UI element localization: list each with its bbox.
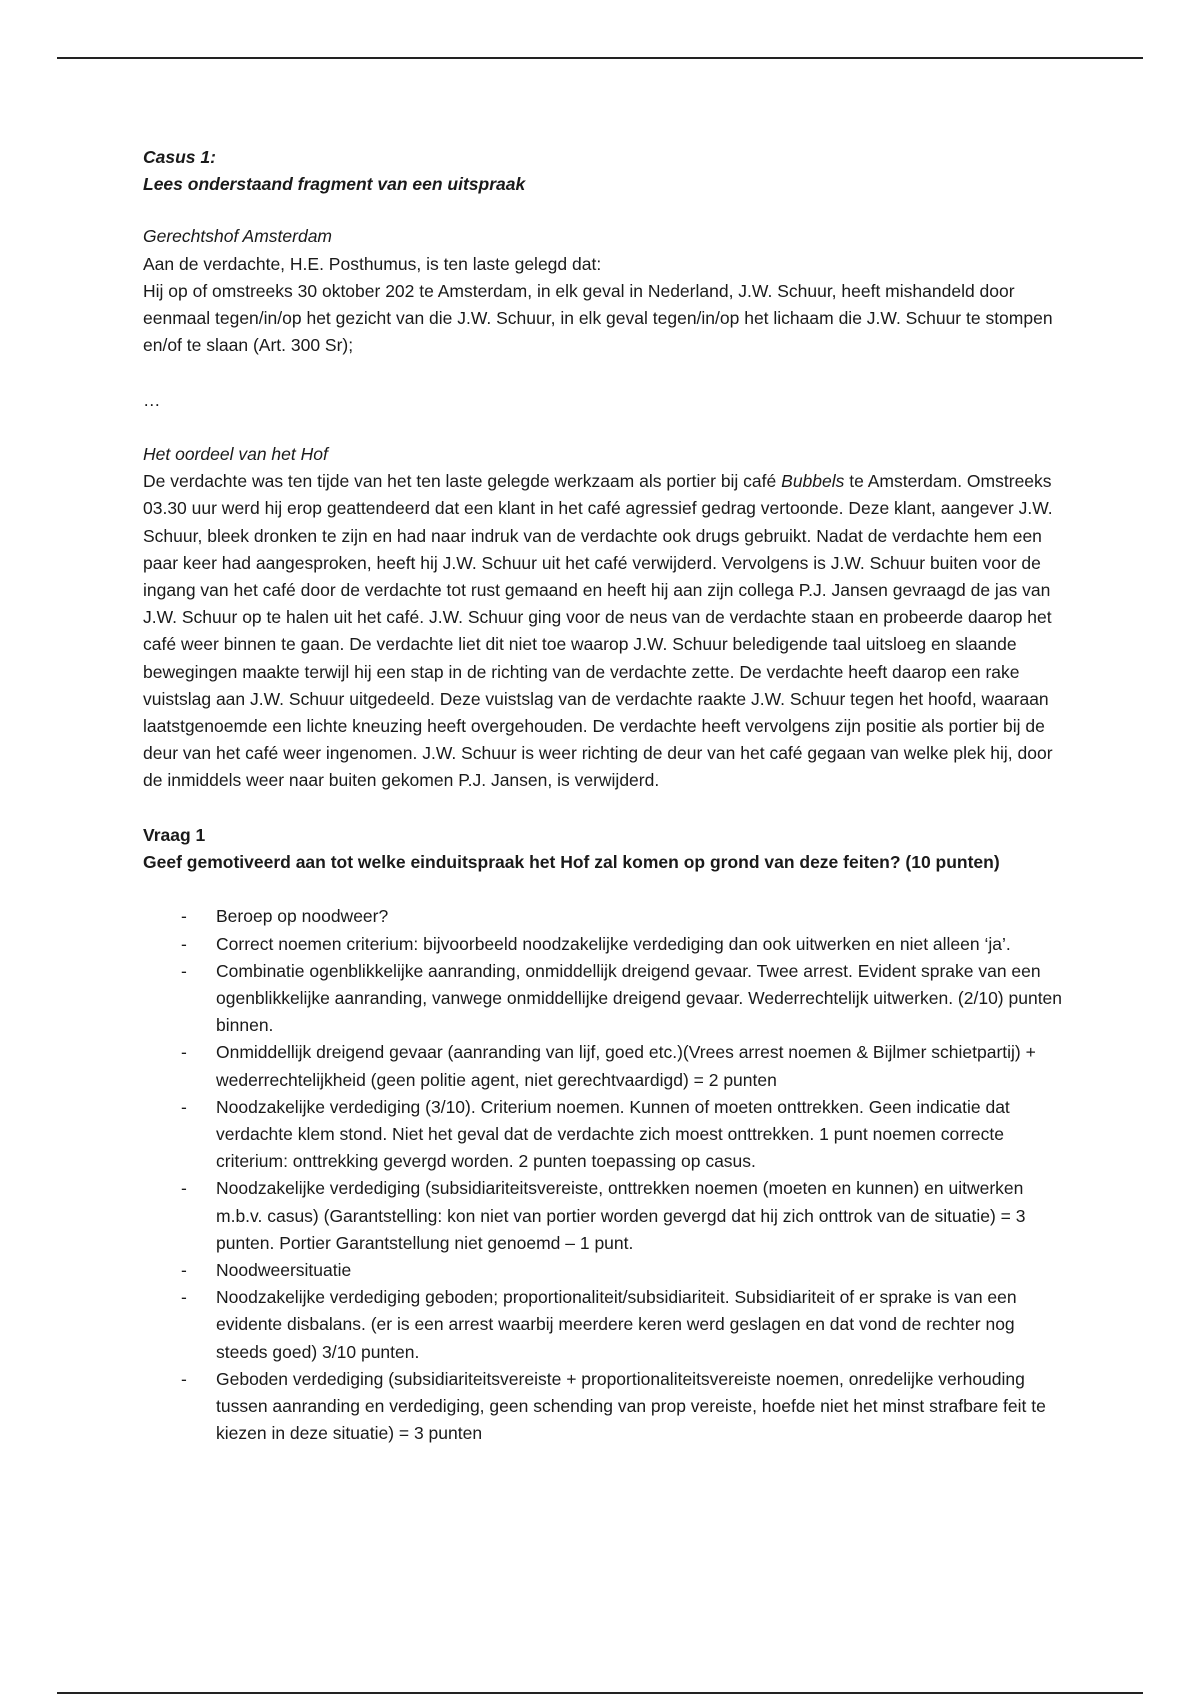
answer-point-item: [143, 931, 1068, 958]
charge-intro: Aan de verdachte, H.E. Posthumus, is ten laste gelegd dat:: [143, 253, 602, 274]
answer-point-item: [143, 1284, 1068, 1366]
ellipsis: …: [143, 389, 161, 410]
answer-point-text: Noodzakelijke verdediging (subsidiariteitsvereiste, onttrekken noemen (moeten en kunnen) en uitwerken m.b.v. casus) (Garantstelling: kon niet van portier worden gevergd dat hij zich onttrok van de situatie) = 3 punten. Portier Garantstellung niet genoemd – 1 punt.: [216, 1178, 1026, 1253]
judgment-heading: Het oordeel van het Hof: [143, 444, 328, 464]
dash-bullet: -: [181, 906, 187, 927]
answer-point-item: [143, 1366, 1068, 1448]
dash-bullet: -: [181, 1260, 187, 1281]
answer-points-list: [143, 903, 1068, 1447]
bottom-rule: [57, 1692, 1143, 1694]
answer-point-text: Geboden verdediging (subsidiariteitsvereiste + proportionaliteitsvereiste noemen, onredelijke verhouding tussen aanranding en verdediging, geen schending van prop vereiste, hoefde niet het minst strafbare feit te kiezen in deze situatie) = 3 punten: [216, 1368, 1046, 1444]
question-label: Vraag 1: [143, 824, 206, 845]
answer-point-text: Noodweersituatie: [216, 1260, 352, 1281]
dash-bullet: -: [181, 1096, 187, 1117]
dash-bullet: -: [181, 1178, 187, 1199]
judgment-text-part-2: te Amsterdam. Omstreeks 03.30 uur werd hij erop geattendeerd dat een klant in het café agressief gedrag vertoonde. Deze klant, aangever J.W. Schuur, bleek dronken te zijn en had naar indruk van de verdachte ook drugs gebruikt. Nadat de verdachte hem een paar keer had aangesproken, heeft hij J.W. Schuur uit het café verwijderd. Vervolgens is J.W. Schuur buiten voor de ingang van het café door de verdachte tot rust gemaand en heeft hij aan zijn collega P.J. Jansen gevraagd de jas van J.W. Schuur op te halen uit het café. J.W. Schuur ging voor de neus van de verdachte staan en probeerde daarop het café weer binnen te gaan. De verdachte liet dit niet toe waarop J.W. Schuur beledigende taal uitsloeg en slaande bewegingen maakte terwijl hij een stap in de richting van de verdachte zette. De verdachte heeft daarop een rake vuistslag aan J.W. Schuur uitgedeeld. Deze vuistslag van de verdachte raakte J.W. Schuur tegen het hoofd, waaraan laatstgenoemde een lichte kneuzing heeft overgehouden. De verdachte heeft vervolgens zijn positie als portier bij de deur van het café weer ingenomen. J.W. Schuur is weer richting de deur van het café gegaan van welke plek hij, door de inmiddels weer naar buiten gekomen P.J. Jansen, is verwijderd.: [143, 471, 1053, 791]
dash-bullet: -: [181, 933, 187, 954]
answer-point-item: [143, 1257, 1068, 1284]
judgment-text-part-1: De verdachte was ten tijde van het ten laste gelegde werkzaam als portier bij café: [143, 471, 782, 492]
cafe-name: Bubbels: [781, 471, 845, 492]
casus-instruction: Lees onderstaand fragment van een uitspraak: [143, 174, 526, 195]
charge-text: Hij op of omstreeks 30 oktober 202 te Amsterdam, in elk geval in Nederland, J.W. Schuur, heeft mishandeld door eenmaal tegen/in/op het gezicht van die J.W. Schuur, in elk geval tegen/in/op het lichaam die J.W. Schuur te stompen en/of te slaan (Art. 300 Sr);: [143, 280, 1053, 356]
answer-point-text: Combinatie ogenblikkelijke aanranding, onmiddellijk dreigend gevaar. Twee arrest. Evident sprake van een ogenblikkelijke aanranding, vanwege onmiddellijke dreigend gevaar. Wederrechtelijk uitwerken. (2/10) punten binnen.: [216, 960, 1063, 1036]
dash-bullet: -: [181, 960, 187, 981]
answer-point-item: [143, 903, 1068, 930]
answer-point-item: [143, 1175, 1068, 1257]
casus-title: Casus 1:: [143, 147, 216, 167]
answer-point-item: [143, 958, 1068, 1040]
answer-point-text: Correct noemen criterium: bijvoorbeeld noodzakelijke verdediging dan ook uitwerken en niet alleen ‘ja’.: [216, 933, 1011, 954]
document-body: [143, 144, 1068, 1447]
top-rule: [57, 57, 1143, 59]
answer-point-text: Onmiddellijk dreigend gevaar (aanranding van lijf, goed etc.)(Vrees arrest noemen & Bijlmer schietpartij) + wederrechtelijkheid (geen politie agent, niet gerechtvaardigd) = 2 punten: [216, 1042, 1036, 1090]
dash-bullet: -: [181, 1287, 187, 1308]
answer-point-text: Beroep op noodweer?: [216, 906, 389, 927]
answer-point-text: Noodzakelijke verdediging geboden; proportionaliteit/subsidiariteit. Subsidiariteit of er sprake is van een evidente disbalans. (er is een arrest waarbij meerdere keren werd geslagen en dat vond de rechter nog steeds goed) 3/10 punten.: [216, 1287, 1017, 1362]
answer-point-text: Noodzakelijke verdediging (3/10). Criterium noemen. Kunnen of moeten onttrekken. Geen indicatie dat verdachte klem stond. Niet het geval dat de verdachte zich moest onttrekken. 1 punt noemen correcte criterium: onttrekking gevergd worden. 2 punten toepassing op casus.: [216, 1096, 1010, 1172]
dash-bullet: -: [181, 1368, 187, 1389]
answer-point-item: [143, 1039, 1068, 1093]
court-name: Gerechtshof Amsterdam: [143, 226, 333, 247]
answer-point-item: [143, 1094, 1068, 1176]
question-text: Geef gemotiveerd aan tot welke einduitspraak het Hof zal komen op grond van deze feiten? (10 punten): [143, 852, 1000, 873]
dash-bullet: -: [181, 1042, 187, 1063]
judgment-text: [143, 468, 1068, 794]
